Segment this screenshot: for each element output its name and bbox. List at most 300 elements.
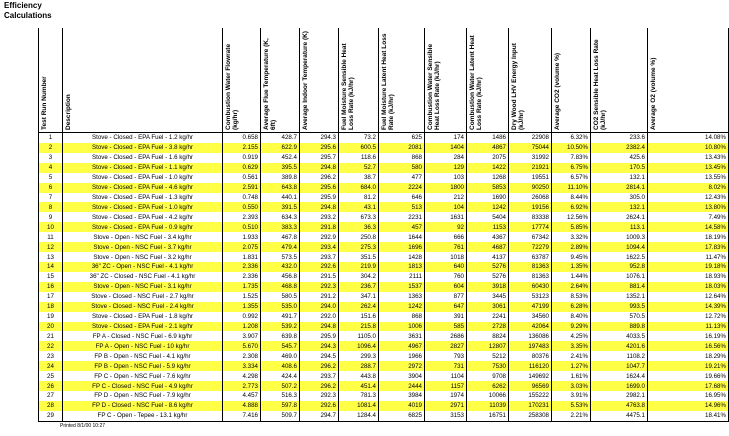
value-cell: 60430 bbox=[509, 282, 552, 292]
value-cell: 295.9 bbox=[300, 193, 339, 203]
value-cell: 1622.5 bbox=[591, 252, 648, 262]
value-cell: 2.336 bbox=[223, 262, 261, 272]
value-cell: 1.61% bbox=[552, 371, 591, 381]
value-cell: 6262 bbox=[467, 381, 509, 391]
value-cell: 16.19% bbox=[648, 331, 729, 341]
run-number-cell: 3 bbox=[39, 153, 63, 163]
value-cell: 7.416 bbox=[223, 411, 261, 421]
value-cell: 5276 bbox=[467, 262, 509, 272]
value-cell: 868 bbox=[379, 312, 425, 322]
table-row bbox=[39, 133, 729, 143]
value-cell: 643.8 bbox=[261, 183, 300, 193]
value-cell: 479.4 bbox=[261, 242, 300, 252]
value-cell: 600.5 bbox=[339, 143, 379, 153]
value-cell: 3.03% bbox=[552, 381, 591, 391]
value-cell: 6.32% bbox=[552, 133, 591, 143]
value-cell: 451.4 bbox=[339, 381, 379, 391]
value-cell: 19.66% bbox=[648, 371, 729, 381]
value-cell: 299.3 bbox=[339, 351, 379, 361]
value-cell: 4475.1 bbox=[591, 411, 648, 421]
value-cell: 250.8 bbox=[339, 232, 379, 242]
column-header bbox=[509, 28, 552, 133]
table-row bbox=[39, 411, 729, 421]
value-cell: 2.075 bbox=[223, 242, 261, 252]
value-cell: 4.25% bbox=[552, 331, 591, 341]
value-cell: 81363 bbox=[509, 272, 552, 282]
value-cell: 4687 bbox=[467, 242, 509, 252]
run-number-cell: 19 bbox=[39, 312, 63, 322]
value-cell: 258308 bbox=[509, 411, 552, 421]
value-cell: 3153 bbox=[425, 411, 467, 421]
description-cell: FP A - Open - NSC Fuel - 10 kg/hr bbox=[63, 341, 223, 351]
description-cell: FP D - Closed - NSC Fuel - 8.6 kg/hr bbox=[63, 401, 223, 411]
description-cell: FP C - Open - NSC Fuel - 7.6 kg/hr bbox=[63, 371, 223, 381]
table-row bbox=[39, 232, 729, 242]
value-cell: 83338 bbox=[509, 212, 552, 222]
value-cell: 2224 bbox=[379, 183, 425, 193]
column-header bbox=[339, 28, 379, 133]
value-cell: 1.831 bbox=[223, 252, 261, 262]
value-cell: 11.10% bbox=[552, 183, 591, 193]
column-header-label: Fuel Moisture Sensible Heat Loss Rate (kJ/hr) bbox=[341, 43, 355, 130]
value-cell: 296.2 bbox=[300, 381, 339, 391]
run-number-cell: 16 bbox=[39, 282, 63, 292]
column-header bbox=[379, 28, 425, 133]
column-header bbox=[591, 28, 648, 133]
run-number-cell: 25 bbox=[39, 371, 63, 381]
value-cell: 38.7 bbox=[339, 173, 379, 183]
value-cell: 53123 bbox=[509, 292, 552, 302]
value-cell: 1094.4 bbox=[591, 242, 648, 252]
table-row bbox=[39, 252, 729, 262]
value-cell: 17.68% bbox=[648, 381, 729, 391]
value-cell: 96569 bbox=[509, 381, 552, 391]
column-header bbox=[223, 28, 261, 133]
value-cell: 292.0 bbox=[300, 312, 339, 322]
value-cell: 0.629 bbox=[223, 163, 261, 173]
run-number-cell: 8 bbox=[39, 202, 63, 212]
table-row bbox=[39, 212, 729, 222]
table-row bbox=[39, 292, 729, 302]
value-cell: 295.6 bbox=[300, 183, 339, 193]
value-cell: 72279 bbox=[509, 242, 552, 252]
value-cell: 1268 bbox=[467, 173, 509, 183]
value-cell: 233.6 bbox=[591, 133, 648, 143]
value-cell: 16.95% bbox=[648, 391, 729, 401]
value-cell: 1009.3 bbox=[591, 232, 648, 242]
description-cell: Stove - Closed - EPA Fuel - 2.1 kg/hr bbox=[63, 322, 223, 332]
table-row bbox=[39, 341, 729, 351]
description-cell: FP B - Open - NSC Fuel - 4.1 kg/hr bbox=[63, 351, 223, 361]
value-cell: 2686 bbox=[425, 331, 467, 341]
value-cell: 3.32% bbox=[552, 232, 591, 242]
table-row bbox=[39, 163, 729, 173]
value-cell: 2111 bbox=[379, 272, 425, 282]
value-cell: 6.92% bbox=[552, 202, 591, 212]
column-header bbox=[467, 28, 509, 133]
header-row bbox=[39, 28, 729, 133]
value-cell: 570.5 bbox=[591, 312, 648, 322]
table-row bbox=[39, 272, 729, 282]
value-cell: 19551 bbox=[509, 173, 552, 183]
value-cell: 428.7 bbox=[261, 133, 300, 143]
value-cell: 2382.4 bbox=[591, 143, 648, 153]
value-cell: 12.43% bbox=[648, 193, 729, 203]
value-cell: 0.510 bbox=[223, 222, 261, 232]
value-cell: 761 bbox=[425, 242, 467, 252]
value-cell: 10.80% bbox=[648, 143, 729, 153]
value-cell: 113.1 bbox=[591, 222, 648, 232]
value-cell: 292.6 bbox=[300, 401, 339, 411]
value-cell: 8.40% bbox=[552, 312, 591, 322]
value-cell: 291.5 bbox=[300, 272, 339, 282]
value-cell: 389.8 bbox=[261, 173, 300, 183]
table-row bbox=[39, 391, 729, 401]
value-cell: 5853 bbox=[467, 183, 509, 193]
description-cell: Stove - Closed - EPA Fuel - 1.8 kg/hr bbox=[63, 312, 223, 322]
value-cell: 9.45% bbox=[552, 252, 591, 262]
column-header-label: Average Indoor Temperature (K) bbox=[302, 31, 309, 130]
description-cell: Stove - Closed - EPA Fuel - 4.2 kg/hr bbox=[63, 212, 223, 222]
value-cell: 10.50% bbox=[552, 143, 591, 153]
run-number-cell: 14 bbox=[39, 262, 63, 272]
value-cell: 646 bbox=[379, 193, 425, 203]
description-cell: Stove - Closed - EPA Fuel - 1.2 kg/hr bbox=[63, 133, 223, 143]
column-header bbox=[63, 28, 223, 133]
value-cell: 4137 bbox=[467, 252, 509, 262]
value-cell: 351.5 bbox=[339, 252, 379, 262]
column-header bbox=[552, 28, 591, 133]
description-cell: Stove - Closed - EPA Fuel - 0.9 kg/hr bbox=[63, 222, 223, 232]
run-number-cell: 22 bbox=[39, 341, 63, 351]
value-cell: 5404 bbox=[467, 212, 509, 222]
run-number-cell: 24 bbox=[39, 361, 63, 371]
value-cell: 18.19% bbox=[648, 232, 729, 242]
value-cell: 12.72% bbox=[648, 312, 729, 322]
value-cell: 469.0 bbox=[261, 351, 300, 361]
description-cell: FP B - Open - NSC Fuel - 5.9 kg/hr bbox=[63, 361, 223, 371]
value-cell: 1157 bbox=[425, 381, 467, 391]
value-cell: 292.6 bbox=[300, 262, 339, 272]
description-cell: Stove - Closed - NSC Fuel - 2.4 kg/hr bbox=[63, 302, 223, 312]
value-cell: 1.44% bbox=[552, 272, 591, 282]
value-cell: 1966 bbox=[379, 351, 425, 361]
value-cell: 2827 bbox=[425, 341, 467, 351]
value-cell: 625 bbox=[379, 133, 425, 143]
description-cell: Stove - Closed - EPA Fuel - 1.6 kg/hr bbox=[63, 153, 223, 163]
value-cell: 1.735 bbox=[223, 282, 261, 292]
value-cell: 2075 bbox=[467, 153, 509, 163]
value-cell: 868 bbox=[379, 153, 425, 163]
value-cell: 457 bbox=[379, 222, 425, 232]
value-cell: 1800 bbox=[425, 183, 467, 193]
value-cell: 3904 bbox=[379, 371, 425, 381]
value-cell: 3631 bbox=[379, 331, 425, 341]
description-cell: Stove - Open - NSC Fuel - 3.7 kg/hr bbox=[63, 242, 223, 252]
value-cell: 666 bbox=[425, 232, 467, 242]
value-cell: 0.919 bbox=[223, 153, 261, 163]
value-cell: 305.0 bbox=[591, 193, 648, 203]
value-cell: 8.53% bbox=[552, 292, 591, 302]
value-cell: 545.7 bbox=[261, 341, 300, 351]
value-cell: 2.41% bbox=[552, 351, 591, 361]
value-cell: 4.457 bbox=[223, 391, 261, 401]
value-cell: 11.13% bbox=[648, 322, 729, 332]
value-cell: 31992 bbox=[509, 153, 552, 163]
value-cell: 1006 bbox=[379, 322, 425, 332]
table-row bbox=[39, 401, 729, 411]
column-header-label: Description bbox=[65, 94, 72, 130]
table-row bbox=[39, 193, 729, 203]
value-cell: 585 bbox=[425, 322, 467, 332]
value-cell: 0.992 bbox=[223, 312, 261, 322]
value-cell: 11.47% bbox=[648, 252, 729, 262]
value-cell: 2814.1 bbox=[591, 183, 648, 193]
value-cell: 275.3 bbox=[339, 242, 379, 252]
value-cell: 295.6 bbox=[300, 143, 339, 153]
value-cell: 673.3 bbox=[339, 212, 379, 222]
value-cell: 12.64% bbox=[648, 292, 729, 302]
title-line-2: Calculations bbox=[4, 11, 52, 20]
value-cell: 149692 bbox=[509, 371, 552, 381]
value-cell: 3.91% bbox=[552, 391, 591, 401]
description-cell: Stove - Open - NSC Fuel - 3.1 kg/hr bbox=[63, 282, 223, 292]
value-cell: 174 bbox=[425, 133, 467, 143]
value-cell: 5.53% bbox=[552, 401, 591, 411]
column-header-label: Fuel Moisture Latent Heat Loss Rate (kJ/hr) bbox=[381, 33, 395, 130]
value-cell: 304.2 bbox=[339, 272, 379, 282]
value-cell: 197483 bbox=[509, 341, 552, 351]
value-cell: 3.907 bbox=[223, 331, 261, 341]
value-cell: 952.8 bbox=[591, 262, 648, 272]
value-cell: 1644 bbox=[379, 232, 425, 242]
value-cell: 14.58% bbox=[648, 222, 729, 232]
value-cell: 3445 bbox=[467, 292, 509, 302]
efficiency-table-area bbox=[38, 28, 728, 422]
value-cell: 16751 bbox=[467, 411, 509, 421]
value-cell: 877 bbox=[425, 292, 467, 302]
value-cell: 5.670 bbox=[223, 341, 261, 351]
value-cell: 408.6 bbox=[261, 361, 300, 371]
value-cell: 9708 bbox=[467, 371, 509, 381]
value-cell: 1105.0 bbox=[339, 331, 379, 341]
value-cell: 647 bbox=[425, 302, 467, 312]
value-cell: 1690 bbox=[467, 193, 509, 203]
value-cell: 42064 bbox=[509, 322, 552, 332]
table-row bbox=[39, 351, 729, 361]
value-cell: 12.56% bbox=[552, 212, 591, 222]
value-cell: 731 bbox=[425, 361, 467, 371]
value-cell: 294.3 bbox=[300, 341, 339, 351]
value-cell: 535.0 bbox=[261, 302, 300, 312]
value-cell: 296.2 bbox=[300, 361, 339, 371]
value-cell: 92 bbox=[425, 222, 467, 232]
value-cell: 170.5 bbox=[591, 163, 648, 173]
value-cell: 3.334 bbox=[223, 361, 261, 371]
value-cell: 513 bbox=[379, 202, 425, 212]
value-cell: 477 bbox=[379, 173, 425, 183]
value-cell: 432.0 bbox=[261, 262, 300, 272]
value-cell: 3984 bbox=[379, 391, 425, 401]
description-cell: Stove - Open - NSC Fuel - 3.4 kg/hr bbox=[63, 232, 223, 242]
value-cell: 132.1 bbox=[591, 202, 648, 212]
value-cell: 294.3 bbox=[300, 133, 339, 143]
run-number-cell: 7 bbox=[39, 193, 63, 203]
value-cell: 151.6 bbox=[339, 312, 379, 322]
value-cell: 440.1 bbox=[261, 193, 300, 203]
value-cell: 684.0 bbox=[339, 183, 379, 193]
description-cell: 36" ZC - Closed - NSC Fuel - 4.1 kg/hr bbox=[63, 272, 223, 282]
value-cell: 516.3 bbox=[261, 391, 300, 401]
value-cell: 889.8 bbox=[591, 322, 648, 332]
value-cell: 1486 bbox=[467, 133, 509, 143]
value-cell: 383.3 bbox=[261, 222, 300, 232]
value-cell: 452.4 bbox=[261, 153, 300, 163]
value-cell: 9.29% bbox=[552, 322, 591, 332]
value-cell: 219.9 bbox=[339, 262, 379, 272]
table-row bbox=[39, 331, 729, 341]
value-cell: 292.3 bbox=[300, 391, 339, 401]
value-cell: 443.8 bbox=[339, 371, 379, 381]
value-cell: 1696 bbox=[379, 242, 425, 252]
value-cell: 294.8 bbox=[300, 322, 339, 332]
run-number-cell: 4 bbox=[39, 163, 63, 173]
table-row bbox=[39, 312, 729, 322]
value-cell: 19156 bbox=[509, 202, 552, 212]
run-number-cell: 23 bbox=[39, 351, 63, 361]
description-cell: Stove - Closed - EPA Fuel - 1.3 kg/hr bbox=[63, 193, 223, 203]
value-cell: 8.44% bbox=[552, 193, 591, 203]
table-row bbox=[39, 302, 729, 312]
value-cell: 47199 bbox=[509, 302, 552, 312]
value-cell: 640 bbox=[425, 262, 467, 272]
value-cell: 0.658 bbox=[223, 133, 261, 143]
description-cell: FP C - Open - Tepee - 13.1 kg/hr bbox=[63, 411, 223, 421]
value-cell: 467.8 bbox=[261, 232, 300, 242]
value-cell: 1018 bbox=[425, 252, 467, 262]
table-row bbox=[39, 173, 729, 183]
value-cell: 73.2 bbox=[339, 133, 379, 143]
column-header bbox=[425, 28, 467, 133]
column-header bbox=[300, 28, 339, 133]
value-cell: 43.1 bbox=[339, 202, 379, 212]
value-cell: 14.39% bbox=[648, 302, 729, 312]
value-cell: 34560 bbox=[509, 312, 552, 322]
table-row bbox=[39, 282, 729, 292]
run-number-cell: 2 bbox=[39, 143, 63, 153]
value-cell: 295.7 bbox=[300, 153, 339, 163]
value-cell: 781.3 bbox=[339, 391, 379, 401]
value-cell: 2.308 bbox=[223, 351, 261, 361]
table-row bbox=[39, 381, 729, 391]
value-cell: 14.08% bbox=[648, 133, 729, 143]
value-cell: 296.2 bbox=[300, 173, 339, 183]
printed-timestamp: Printed 8/1/00 10:27 bbox=[60, 423, 106, 429]
value-cell: 1699.0 bbox=[591, 381, 648, 391]
value-cell: 2231 bbox=[379, 212, 425, 222]
value-cell: 2.21% bbox=[552, 411, 591, 421]
value-cell: 1974 bbox=[425, 391, 467, 401]
value-cell: 573.5 bbox=[261, 252, 300, 262]
value-cell: 993.5 bbox=[591, 302, 648, 312]
value-cell: 0.561 bbox=[223, 173, 261, 183]
value-cell: 634.3 bbox=[261, 212, 300, 222]
value-cell: 760 bbox=[425, 272, 467, 282]
value-cell: 1.525 bbox=[223, 292, 261, 302]
description-cell: Stove - Open - NSC Fuel - 3.2 kg/hr bbox=[63, 252, 223, 262]
table-body bbox=[39, 133, 729, 422]
value-cell: 5212 bbox=[467, 351, 509, 361]
value-cell: 1081.4 bbox=[339, 401, 379, 411]
value-cell: 622.9 bbox=[261, 143, 300, 153]
value-cell: 1.208 bbox=[223, 322, 261, 332]
run-number-cell: 21 bbox=[39, 331, 63, 341]
column-header-label: CO2 Sensible Heat Loss Rate (kJ/hr) bbox=[593, 39, 607, 130]
value-cell: 1422 bbox=[467, 163, 509, 173]
column-header-label: Average Flue Temperature (K, 6ft) bbox=[263, 38, 277, 130]
value-cell: 103 bbox=[425, 173, 467, 183]
value-cell: 2624.1 bbox=[591, 212, 648, 222]
value-cell: 294.0 bbox=[300, 302, 339, 312]
value-cell: 6825 bbox=[379, 411, 425, 421]
value-cell: 1813 bbox=[379, 262, 425, 272]
value-cell: 212 bbox=[425, 193, 467, 203]
value-cell: 2.89% bbox=[552, 242, 591, 252]
value-cell: 4.888 bbox=[223, 401, 261, 411]
column-header-label: Combustion Water Sensible Heat Loss Rate (kJ/hr) bbox=[427, 43, 441, 130]
run-number-cell: 26 bbox=[39, 381, 63, 391]
run-number-cell: 1 bbox=[39, 133, 63, 143]
value-cell: 2.64% bbox=[552, 282, 591, 292]
value-cell: 4867 bbox=[467, 143, 509, 153]
value-cell: 13.80% bbox=[648, 202, 729, 212]
run-number-cell: 28 bbox=[39, 401, 63, 411]
value-cell: 881.4 bbox=[591, 282, 648, 292]
description-cell: Stove - Closed - EPA Fuel - 1.1 kg/hr bbox=[63, 163, 223, 173]
value-cell: 2081 bbox=[379, 143, 425, 153]
table-row bbox=[39, 143, 729, 153]
value-cell: 63787 bbox=[509, 252, 552, 262]
value-cell: 294.8 bbox=[300, 202, 339, 212]
description-cell: Stove - Closed - EPA Fuel - 1.0 kg/hr bbox=[63, 173, 223, 183]
value-cell: 293.4 bbox=[300, 242, 339, 252]
value-cell: 1076.1 bbox=[591, 272, 648, 282]
value-cell: 425.6 bbox=[591, 153, 648, 163]
value-cell: 1.355 bbox=[223, 302, 261, 312]
value-cell: 1108.2 bbox=[591, 351, 648, 361]
value-cell: 294.8 bbox=[300, 163, 339, 173]
value-cell: 81.2 bbox=[339, 193, 379, 203]
value-cell: 0.748 bbox=[223, 193, 261, 203]
value-cell: 2971 bbox=[425, 401, 467, 411]
value-cell: 293.7 bbox=[300, 371, 339, 381]
value-cell: 10066 bbox=[467, 391, 509, 401]
run-number-cell: 29 bbox=[39, 411, 63, 421]
column-header bbox=[648, 28, 729, 133]
value-cell: 11039 bbox=[467, 401, 509, 411]
value-cell: 75044 bbox=[509, 143, 552, 153]
value-cell: 509.7 bbox=[261, 411, 300, 421]
table-row bbox=[39, 242, 729, 252]
column-header-label: Dry Wood LHV Energy Input (kJ/hr) bbox=[511, 43, 525, 130]
value-cell: 8.02% bbox=[648, 183, 729, 193]
run-number-cell: 13 bbox=[39, 252, 63, 262]
value-cell: 4201.6 bbox=[591, 341, 648, 351]
value-cell: 4019 bbox=[379, 401, 425, 411]
value-cell: 3918 bbox=[467, 282, 509, 292]
value-cell: 1104 bbox=[425, 371, 467, 381]
table-row bbox=[39, 202, 729, 212]
